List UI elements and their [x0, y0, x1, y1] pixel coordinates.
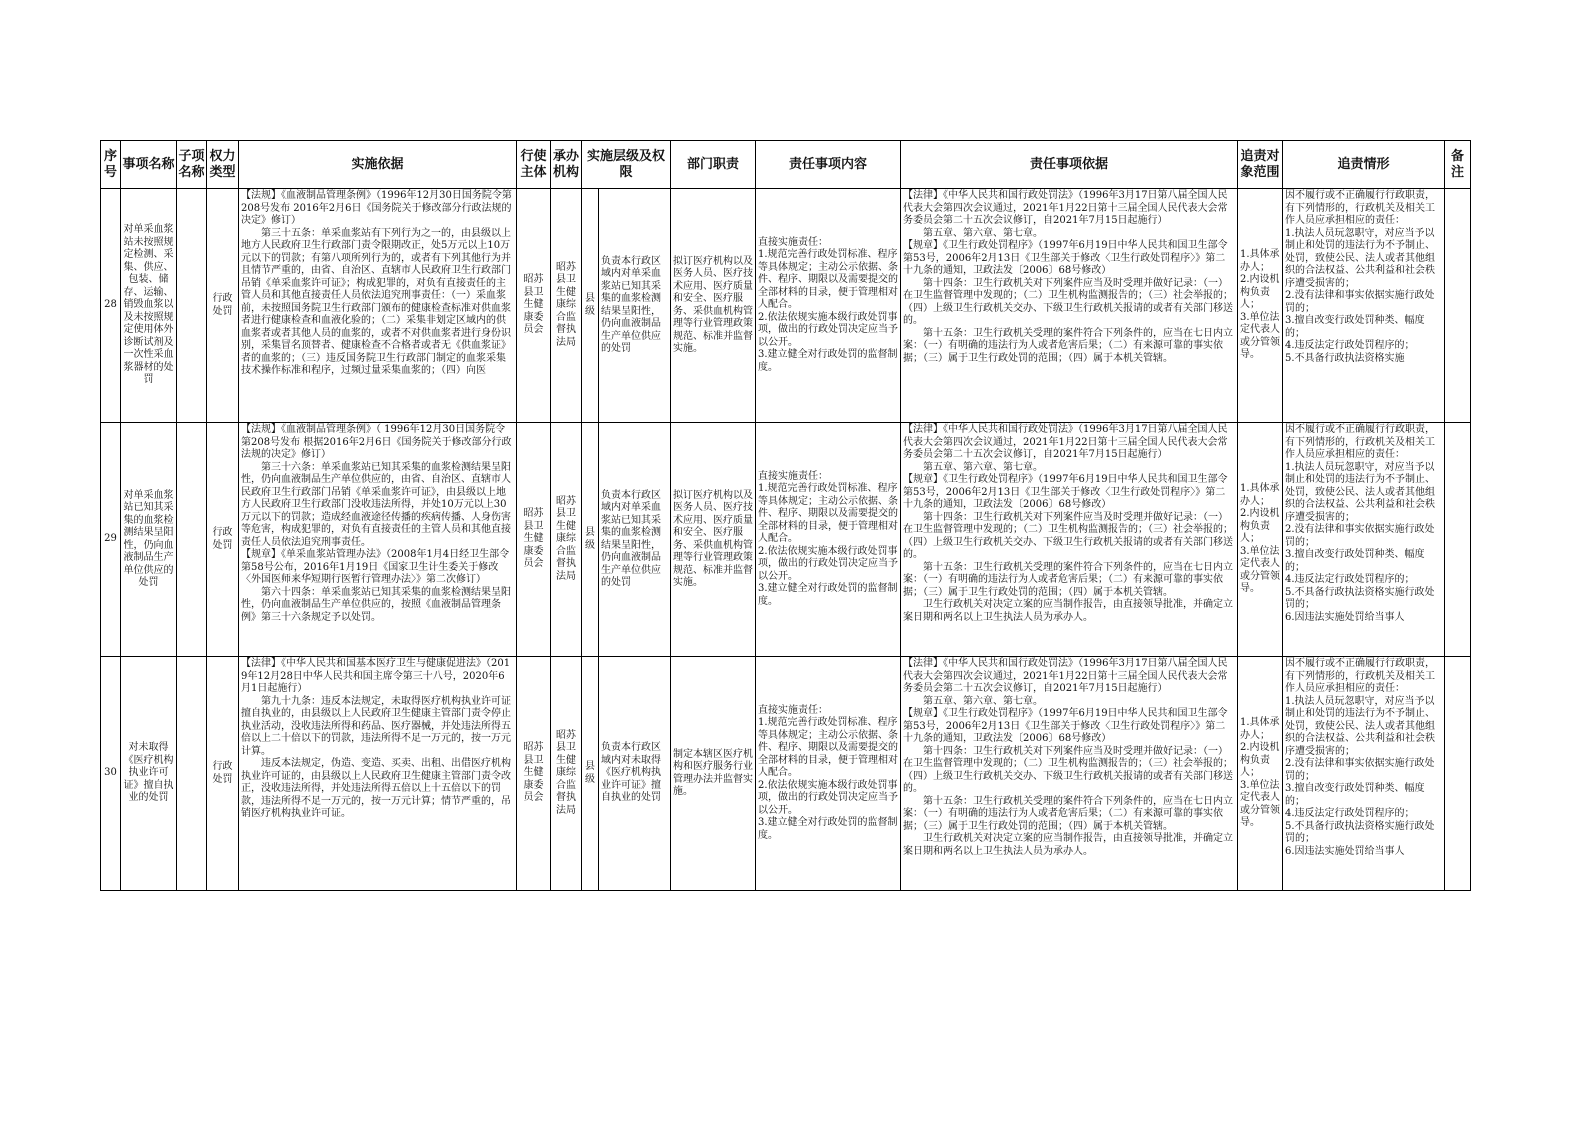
cell-duty-basis-body [901, 657, 1237, 890]
cell-basis-paragraph: 第三十五条：单采血浆站有下列行为之一的，由县级以上地方人民政府卫生行政部门责令限期改正，处5万元以上10万元以下的罚款；有第八项所列行为的，或者有下列其他行为并且情节严重的，由省、自治区、直辖市人民政府卫生行政部门吊销《单采血浆许可证》；构成犯罪的，对负有直接责任的主管人员和其他直接责任人员依法追究刑事责任：（一）采血浆前，未按照国务院卫生行政部门颁布的健康检查标准对供血浆者进行健康检查和血液化验的；（二）采集非划定区域内的供血浆者或者其他人员的血浆的，或者不对供血浆者进行身份识别，采集冒名顶替者、健康检查不合格者或者无《供血浆证》者的血浆的；（三）违反国务院卫生行政部门制定的血浆采集技术操作标准和程序，过频过量采集血浆的；（四）向医 [241, 227, 511, 376]
cell-duty-basis-paragraph: 第五章、第六章、第七章。 [923, 461, 1044, 473]
cell-level-scope [599, 657, 671, 891]
cell-scope-paragraph: 1.具体承办人； [1240, 717, 1280, 741]
cell-basis-paragraph: 【法律】《中华人民共和国基本医疗卫生与健康促进法》（2019年12月28日中华人民共和国主席令第三十八号，2020年6月1日起施行） [241, 658, 511, 694]
cell-basis-paragraph: 第六十四条：单采血浆站已知其采集的血浆检测结果呈阳性，仍向血液制品生产单位供应的，按照《血液制品管理条例》第三十六条规定予以处罚。 [241, 586, 511, 623]
cell-basis [239, 423, 517, 657]
cell-duty [671, 423, 756, 657]
cell-subject-text: 昭苏县卫生健康委员会 [523, 508, 544, 570]
header-row [101, 141, 1471, 189]
cell-scope-body [1238, 657, 1282, 890]
cell-duty-basis-body [901, 189, 1237, 422]
cell-duty-basis-paragraph: 第十五条：卫生行政机关受理的案件符合下列条件的，应当在七日内立案：（一）有明确的违法行为人或者危害后果；（二）有来源可靠的事实依据；（三）属于卫生行政处罚的范围；（四）属于本机关管辖。 [903, 561, 1234, 598]
cell-level-text: 县级 [585, 761, 595, 785]
cell-content-paragraph: 3.建立健全对行政处罚的监督制度。 [758, 583, 898, 607]
cell-org-text: 昭苏县卫生健康综合监督执法局 [556, 261, 576, 348]
cell-case-paragraph: 4.违反法定行政处罚程序的； [1285, 808, 1415, 819]
cell-no [101, 657, 121, 891]
cell-level-scope [599, 189, 671, 423]
cell-remark-text [1445, 657, 1470, 890]
cell-level-scope-text: 负责本行政区域内对单采血浆站已知其采集的血浆检测结果呈阳性，仍向血液制品生产单位供应的处罚 [601, 255, 661, 354]
cell-scope-paragraph: 2.内设机构负责人； [1240, 742, 1280, 779]
cell-level-text: 县级 [585, 527, 595, 551]
col-header-content: 责任事项内容 [756, 141, 901, 189]
cell-case-paragraph: 2.没有法律和事实依据实施行政处罚的； [1285, 290, 1435, 314]
cell-level [582, 657, 599, 891]
table-row [101, 189, 1471, 423]
cell-case-paragraph: 3.擅自改变行政处罚种类、幅度的； [1285, 783, 1425, 807]
cell-org [551, 423, 582, 657]
col-header-name: 事项名称 [121, 141, 177, 189]
cell-item-name-text: 对单采血浆站未按照规定检测、采集、供应、包装、储存、运输、销毁血浆以及未按照规定使用体外诊断试剂及一次性采血浆器材的处罚 [123, 224, 174, 386]
cell-scope-paragraph: 3.单位法定代表人或分管领导。 [1240, 545, 1281, 595]
cell-content [756, 657, 901, 891]
cell-remark [1445, 657, 1471, 891]
cell-case [1283, 657, 1445, 891]
col-header-no: 序号 [101, 141, 121, 189]
cell-duty-basis-paragraph: 第五章、第六章、第七章。 [923, 227, 1044, 239]
cell-duty [671, 189, 756, 423]
cell-scope [1238, 423, 1283, 657]
cell-case-paragraph: 5.不具备行政执法资格实施 [1285, 352, 1405, 364]
cell-subject [517, 657, 551, 891]
cell-case-paragraph: 1.执法人员玩忽职守，对应当予以制止和处罚的违法行为不予制止、处罚，致使公民、法人或者其他组织的合法权益、公共利益和社会秩序遭受损害的； [1285, 695, 1436, 757]
cell-duty-basis-paragraph: 卫生行政机关对决定立案的应当制作报告，由直接领导批准，并确定立案日期和两名以上卫生执法人员为承办人。 [903, 833, 1234, 857]
cell-remark-text [1445, 189, 1470, 422]
cell-basis-paragraph: 【法规】《血液制品管理条例》（1996年12月30日国务院令第208号发布 2016年2月6日《国务院关于修改部分行政法规的决定》修订） [241, 190, 512, 226]
cell-basis-paragraph: 【规章】《单采血浆站管理办法》（2008年1月4日经卫生部令第58号公布，2016年1月19日《国家卫生计生委关于修改〈外国医师来华短期行医暂行管理办法〉》第二次修订） [241, 549, 510, 585]
cell-basis-body [239, 423, 516, 656]
cell-basis-paragraph: 第三十六条：单采血浆站已知其采集的血浆检测结果呈阳性，仍向血液制品生产单位供应的，由省、自治区、直辖市人民政府卫生行政部门吊销《单采血浆许可证》，由县级以上地方人民政府卫生行政部门没收违法所得，并处10万元以上30万元以下的罚款；造成经血液途径传播的疾病传播、人身伤害等危害，构成犯罪的，对负有直接责任的主管人员和其他直接责任人员依法追究刑事责任。 [241, 461, 511, 548]
cell-duty-basis-paragraph: 【规章】《卫生行政处罚程序》（1997年6月19日中华人民共和国卫生部令第53号，2006年2月13日《卫生部关于修改〈卫生行政处罚程序〉》第二十九条的通知，卫政法发〔2006〕68号修改） [903, 240, 1228, 276]
cell-level [582, 423, 599, 657]
cell-power-type [207, 657, 239, 891]
cell-power-type-text: 行政处罚 [212, 293, 233, 317]
cell-content-paragraph: 直接实施责任： [758, 470, 829, 482]
cell-sub-item-text [177, 189, 206, 422]
cell-sub-item [177, 189, 207, 423]
cell-duty-basis [901, 657, 1238, 891]
col-header-type: 权力类型 [207, 141, 239, 189]
cell-org-text: 昭苏县卫生健康综合监督执法局 [556, 495, 576, 582]
cell-duty-text: 拟订医疗机构以及医务人员、医疗技术应用、医疗质量和安全、医疗服务、采供血机构管理等行业管理政策规范、标准并监督实施。 [673, 489, 754, 588]
cell-level-scope-text: 负责本行政区域内对单采血浆站已知其采集的血浆检测结果呈阳性，仍向血液制品生产单位供应的处罚 [601, 489, 661, 588]
cell-duty-basis-paragraph: 卫生行政机关对决定立案的应当制作报告，由直接领导批准，并确定立案日期和两名以上卫生执法人员为承办人。 [903, 599, 1234, 623]
cell-content-paragraph: 直接实施责任： [758, 236, 829, 248]
cell-remark [1445, 423, 1471, 657]
col-header-org: 承办机构 [551, 141, 582, 189]
cell-case-body [1283, 657, 1444, 890]
col-header-sub: 子项名称 [177, 141, 207, 189]
cell-level-scope-text: 负责本行政区域内对未取得《医疗机构执业许可证》擅自执业的处罚 [601, 742, 661, 804]
table-row [101, 657, 1471, 891]
cell-subject [517, 189, 551, 423]
cell-item-name-text: 对未取得《医疗机构执业许可证》擅自执业的处罚 [123, 742, 174, 804]
cell-level-scope [599, 423, 671, 657]
col-header-remark: 备注 [1445, 141, 1471, 189]
cell-duty-basis-paragraph: 【法律】《中华人民共和国行政处罚法》（1996年3月17日第八届全国人民代表大会第四次会议通过，2021年1月22日第十三届全国人民代表大会常务委员会第二十五次会议修订，自2021年7月15日起施行） [903, 658, 1228, 694]
cell-duty-basis-paragraph: 第十四条：卫生行政机关对下列案件应当及时受理并做好记录：（一）在卫生监督管理中发现的；（二）卫生机构监测报告的；（三）社会举报的；（四）上级卫生行政机关交办、下级卫生行政机关报请的或者有关部门移送的。 [903, 745, 1234, 794]
col-header-dutybasis: 责任事项依据 [901, 141, 1238, 189]
cell-subject-text: 昭苏县卫生健康委员会 [523, 742, 544, 804]
cell-duty-basis-paragraph: 第五章、第六章、第七章。 [923, 695, 1044, 707]
cell-basis-paragraph: 违反本法规定，伪造、变造、买卖、出租、出借医疗机构执业许可证的，由县级以上人民政府卫生健康主管部门责令改正，没收违法所得，并处违法所得五倍以上十五倍以下的罚款，违法所得不足一万元的，按一万元计算；情节严重的，吊销医疗机构执业许可证。 [241, 758, 511, 819]
cell-basis [239, 657, 517, 891]
cell-basis-body [239, 189, 516, 422]
power-list-table [100, 140, 1471, 891]
cell-scope-paragraph: 1.具体承办人； [1240, 483, 1280, 507]
cell-duty-basis [901, 189, 1238, 423]
cell-duty-basis [901, 423, 1238, 657]
cell-case-paragraph: 4.违反法定行政处罚程序的； [1285, 340, 1415, 351]
cell-content-paragraph: 2.依法依规实施本级行政处罚事项，做出的行政处罚决定应当予以公开。 [758, 545, 899, 582]
cell-case-paragraph: 因不履行或不正确履行行政职责，有下列情形的，行政机关及相关工作人员应承担相应的责任： [1285, 424, 1436, 460]
cell-scope-paragraph: 2.内设机构负责人； [1240, 508, 1280, 545]
cell-level [582, 189, 599, 423]
cell-power-type-text: 行政处罚 [212, 761, 233, 785]
cell-case-paragraph: 1.执法人员玩忽职守，对应当予以制止和处罚的违法行为不予制止、处罚，致使公民、法人或者其他组织的合法权益、公共利益和社会秩序遭受损害的； [1285, 461, 1436, 523]
col-header-basis: 实施依据 [239, 141, 517, 189]
cell-power-type [207, 423, 239, 657]
cell-duty-basis-paragraph: 第十四条：卫生行政机关对下列案件应当及时受理并做好记录：（一）在卫生监督管理中发现的；（二）卫生机构监测报告的；（三）社会举报的；（四）上级卫生行政机关交办、下级卫生行政机关报请的或者有关部门移送的。 [903, 277, 1234, 326]
cell-no [101, 423, 121, 657]
cell-remark [1445, 189, 1471, 423]
cell-content-paragraph: 1.规范完善行政处罚标准、程序等具体规定；主动公示依据、条件、程序、期限以及需要提交的全部材料的目录，便于管理相对人配合。 [758, 483, 899, 545]
cell-duty-basis-paragraph: 【规章】《卫生行政处罚程序》（1997年6月19日中华人民共和国卫生部令第53号，2006年2月13日《卫生部关于修改〈卫生行政处罚程序〉》第二十九条的通知，卫政法发〔2006〕68号修改） [903, 474, 1228, 510]
cell-scope-paragraph: 1.具体承办人； [1240, 249, 1280, 273]
cell-basis-body [239, 657, 516, 890]
cell-case [1283, 189, 1445, 423]
cell-duty-basis-paragraph: 【法律】《中华人民共和国行政处罚法》（1996年3月17日第八届全国人民代表大会第四次会议通过，2021年1月22日第十三届全国人民代表大会常务委员会第二十五次会议修订，自2021年7月15日起施行） [903, 190, 1228, 226]
cell-content-paragraph: 直接实施责任： [758, 704, 829, 716]
cell-content [756, 189, 901, 423]
cell-duty-basis-body [901, 423, 1237, 656]
cell-basis-paragraph: 【法规】《血液制品管理条例》（ 1996年12月30日国务院令第208号发布 根据2016年2月6日《国务院关于修改部分行政法规的决定》修订） [241, 424, 512, 460]
cell-basis [239, 189, 517, 423]
cell-case-paragraph: 2.没有法律和事实依据实施行政处罚的； [1285, 758, 1435, 782]
cell-power-type-text: 行政处罚 [212, 527, 233, 551]
cell-content-body [756, 423, 900, 656]
cell-case-paragraph: 5.不具备行政执法资格实施行政处罚的； [1285, 586, 1435, 610]
cell-org-text: 昭苏县卫生健康综合监督执法局 [556, 729, 576, 816]
cell-content-paragraph: 2.依法依规实施本级行政处罚事项，做出的行政处罚决定应当予以公开。 [758, 779, 899, 816]
cell-case-paragraph: 3.擅自改变行政处罚种类、幅度的； [1285, 549, 1425, 573]
cell-case-paragraph: 6.因违法实施处罚给当事人 [1285, 845, 1405, 857]
cell-scope-paragraph: 2.内设机构负责人； [1240, 274, 1280, 311]
cell-remark-text [1445, 423, 1470, 656]
col-header-duty: 部门职责 [671, 141, 756, 189]
cell-sub-item-text [177, 657, 206, 890]
cell-content-paragraph: 1.规范完善行政处罚标准、程序等具体规定；主动公示依据、条件、程序、期限以及需要提交的全部材料的目录，便于管理相对人配合。 [758, 249, 899, 311]
cell-scope-paragraph: 3.单位法定代表人或分管领导。 [1240, 779, 1281, 829]
cell-content-paragraph: 2.依法依规实施本级行政处罚事项，做出的行政处罚决定应当予以公开。 [758, 311, 899, 348]
cell-case-body [1283, 423, 1444, 656]
cell-no-text: 30 [104, 767, 117, 779]
cell-case [1283, 423, 1445, 657]
cell-duty-basis-paragraph: 第十四条：卫生行政机关对下列案件应当及时受理并做好记录：（一）在卫生监督管理中发现的；（二）卫生机构监测报告的；（三）社会举报的；（四）上级卫生行政机关交办、下级卫生行政机关报请的或者有关部门移送的。 [903, 511, 1234, 560]
cell-case-paragraph: 因不履行或不正确履行行政职责，有下列情形的，行政机关及相关工作人员应承担相应的责任： [1285, 658, 1436, 694]
cell-duty-basis-paragraph: 【规章】《卫生行政处罚程序》（1997年6月19日中华人民共和国卫生部令第53号，2006年2月13日《卫生部关于修改〈卫生行政处罚程序〉》第二十九条的通知，卫政法发〔2006〕68号修改） [903, 708, 1228, 744]
cell-duty-basis-paragraph: 第十五条：卫生行政机关受理的案件符合下列条件的，应当在七日内立案：（一）有明确的违法行为人或者危害后果；（二）有来源可靠的事实依据；（三）属于卫生行政处罚的范围；（四）属于本机关管辖。 [903, 795, 1234, 832]
cell-case-paragraph: 6.因违法实施处罚给当事人 [1285, 611, 1405, 623]
cell-content-body [756, 189, 900, 422]
cell-content-body [756, 657, 900, 890]
cell-case-body [1283, 189, 1444, 422]
cell-content-paragraph: 1.规范完善行政处罚标准、程序等具体规定；主动公示依据、条件、程序、期限以及需要提交的全部材料的目录，便于管理相对人配合。 [758, 717, 899, 779]
cell-scope [1238, 657, 1283, 891]
cell-subject-text: 昭苏县卫生健康委员会 [523, 274, 544, 336]
cell-case-paragraph: 2.没有法律和事实依据实施行政处罚的； [1285, 524, 1435, 548]
cell-org [551, 189, 582, 423]
cell-item-name [121, 423, 177, 657]
cell-duty [671, 657, 756, 891]
cell-case-paragraph: 5.不具备行政执法资格实施行政处罚的； [1285, 820, 1435, 844]
cell-no [101, 189, 121, 423]
cell-case-paragraph: 4.违反法定行政处罚程序的； [1285, 574, 1415, 585]
col-header-case: 追责情形 [1283, 141, 1445, 189]
cell-sub-item [177, 423, 207, 657]
col-header-scope: 追责对象范围 [1238, 141, 1283, 189]
cell-no-text: 29 [104, 533, 117, 545]
cell-power-type [207, 189, 239, 423]
cell-content-paragraph: 3.建立健全对行政处罚的监督制度。 [758, 349, 898, 373]
cell-scope-paragraph: 3.单位法定代表人或分管领导。 [1240, 311, 1281, 361]
cell-level-text: 县级 [585, 293, 595, 317]
cell-no-text: 28 [104, 299, 117, 311]
cell-case-paragraph: 1.执法人员玩忽职守，对应当予以制止和处罚的违法行为不予制止、处罚，致使公民、法人或者其他组织的合法权益、公共利益和社会秩序遭受损害的； [1285, 227, 1436, 289]
table-row [101, 423, 1471, 657]
cell-sub-item [177, 657, 207, 891]
cell-item-name [121, 657, 177, 891]
cell-item-name [121, 189, 177, 423]
cell-duty-text: 制定本辖区医疗机构和医疗服务行业管理办法并监督实施。 [673, 748, 754, 797]
cell-content-paragraph: 3.建立健全对行政处罚的监督制度。 [758, 817, 898, 841]
cell-scope-body [1238, 423, 1282, 656]
cell-item-name-text: 对单采血浆站已知其采集的血浆检测结果呈阳性，仍向血液制品生产单位供应的处罚 [123, 489, 174, 588]
cell-duty-text: 拟订医疗机构以及医务人员、医疗技术应用、医疗质量和安全、医疗服务、采供血机构管理等行业管理政策规范、标准并监督实施。 [673, 255, 754, 354]
cell-case-paragraph: 因不履行或不正确履行行政职责，有下列情形的，行政机关及相关工作人员应承担相应的责任： [1285, 190, 1436, 226]
cell-scope [1238, 189, 1283, 423]
col-header-level: 实施层级及权限 [582, 141, 671, 189]
cell-duty-basis-paragraph: 第十五条：卫生行政机关受理的案件符合下列条件的，应当在七日内立案：（一）有明确的违法行为人或者危害后果；（二）有来源可靠的事实依据；（三）属于卫生行政处罚的范围；（四）属于本机关管辖。 [903, 327, 1234, 364]
col-header-subject: 行使主体 [517, 141, 551, 189]
cell-subject [517, 423, 551, 657]
cell-content [756, 423, 901, 657]
cell-sub-item-text [177, 423, 206, 656]
cell-duty-basis-paragraph: 【法律】《中华人民共和国行政处罚法》（1996年3月17日第八届全国人民代表大会第四次会议通过，2021年1月22日第十三届全国人民代表大会常务委员会第二十五次会议修订，自2021年7月15日起施行） [903, 424, 1228, 460]
cell-org [551, 657, 582, 891]
cell-scope-body [1238, 189, 1282, 422]
cell-basis-paragraph: 第九十九条：违反本法规定，未取得医疗机构执业许可证擅自执业的，由县级以上人民政府卫生健康主管部门责令停止执业活动，没收违法所得和药品、医疗器械，并处违法所得五倍以上二十倍以下的罚款，违法所得不足一万元的，按一万元计算。 [241, 695, 511, 757]
cell-case-paragraph: 3.擅自改变行政处罚种类、幅度的； [1285, 315, 1425, 339]
